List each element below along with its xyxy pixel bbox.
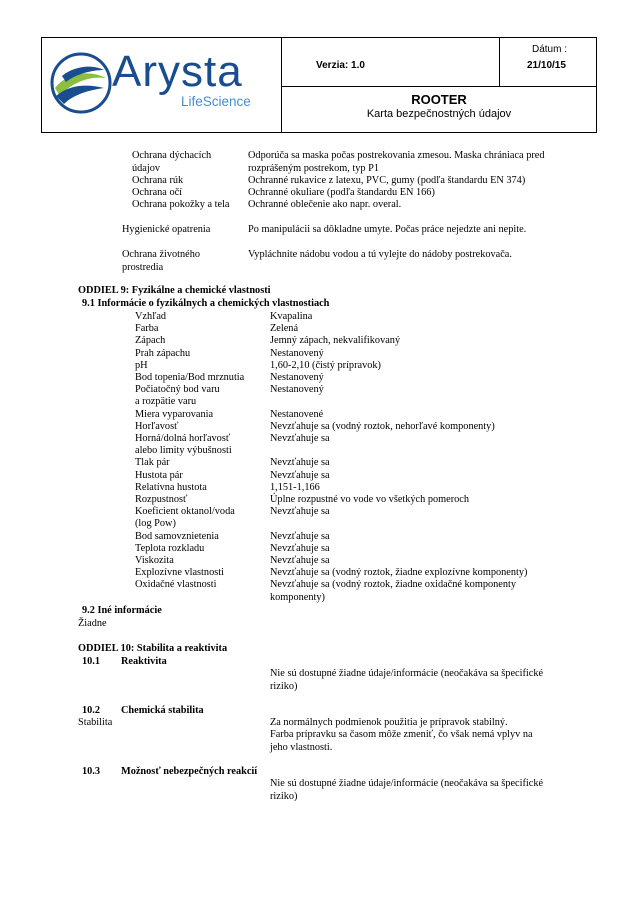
property-value: Nevzťahuje sa [270,506,330,518]
property-value: Nevzťahuje sa (vodný roztok, žiadne explozívne komponenty) [270,567,528,579]
hazardous-reactions-value: riziko) [270,791,298,802]
company-logo [48,44,276,128]
version-label: Verzia: 1.0 [316,60,365,71]
stability-number: 10.2 [82,705,101,716]
protection-label: Ochrana dýchacích [132,150,212,161]
property-value: Nestanovené [270,408,324,420]
property-value: Nevzťahuje sa [270,469,330,481]
property-value: Nevzťahuje sa (vodný roztok, žiadne oxidačné komponenty [270,579,517,591]
property-value: komponenty) [270,591,325,603]
property-label: Horľavosť [135,420,179,432]
property-value: Nevzťahuje sa [270,555,330,566]
property-label: Bod topenia/Bod mrznutia [135,372,245,383]
property-value: Nevzťahuje sa (vodný roztok, nehorľavé komponenty) [270,420,495,432]
arysta-leaf-icon [50,52,112,114]
property-label: alebo limity výbušnosti [135,445,232,457]
hazardous-reactions-value: Nie sú dostupné žiadne údaje/informácie (neočakáva sa špecifické [270,778,544,789]
property-value: Nevzťahuje sa [270,433,330,444]
date-label: Dátum : [532,44,568,55]
property-label: Zápach [135,335,166,347]
hygiene-label: Hygienické opatrenia [122,224,211,235]
stability-value: jeho vlastnosti. [270,742,333,753]
property-label: Hustota pár [135,469,183,481]
property-label: Farba [135,323,159,335]
protection-label: Ochrana očí [132,187,183,198]
hazardous-reactions-number: 10.3 [82,766,101,777]
property-label: Miera vyparovania [135,408,214,420]
property-label: Počiatočný bod varu [135,384,220,396]
logo-subtitle: LifeScience [181,94,251,109]
section9-2-value: Žiadne [78,618,107,629]
section10-title: ODDIEL 10: Stabilita a reaktivita [78,643,228,654]
section9-title: ODDIEL 9: Fyzikálne a chemické vlastnosti [78,285,271,296]
document-header [41,37,597,133]
property-label: Koeficient oktanol/voda [135,506,235,518]
property-label: Horná/dolná horľavosť [135,433,231,444]
section9-subtitle: 9.1 Informácie o fyzikálnych a chemických vlastnostiach [82,298,330,309]
protection-value: Ochranné oblečenie ako napr. overal. [248,199,402,210]
product-name: ROOTER [411,92,467,107]
environment-label: Ochrana životného [122,249,201,260]
protection-value: Odporúča sa maska počas postrekovania zmesou. Maska chrániaca pred [248,150,545,161]
stability-title: Chemická stabilita [121,705,204,716]
logo-name: Arysta [112,47,243,96]
reactivity-number: 10.1 [82,656,101,667]
protection-label: údajov [132,163,161,174]
protection-value: Ochranné rukavice z latexu, PVC, gumy (podľa štandardu EN 374) [248,175,526,186]
property-value: Úplne rozpustné vo vode vo všetkých pomeroch [270,494,470,505]
reactivity-title: Reaktivita [121,656,167,667]
property-value: 1,151-1,166 [270,481,320,493]
environment-label: prostredia [122,262,164,273]
section9-2-title: 9.2 Iné informácie [82,605,162,616]
property-value: Nestanovený [270,384,324,396]
property-label: Vzhľad [135,311,167,322]
property-label: Bod samovznietenia [135,530,219,542]
hygiene-value: Po manipulácii sa dôkladne umyte. Počas práce nejedzte ani nepite. [248,224,527,235]
protection-label: Ochrana pokožky a tela [132,199,230,210]
property-label: Prah zápachu [135,347,191,359]
property-value: Nevzťahuje sa [270,457,330,469]
property-label: Relatívna hustota [135,481,207,493]
property-value: Jemný zápach, nekvalifikovaný [270,335,401,347]
hazardous-reactions-title: Možnosť nebezpečných reakcií [121,766,258,777]
property-label: Explozívne vlastnosti [135,567,224,579]
protection-value: Ochranné okuliare (podľa štandardu EN 166) [248,187,435,198]
property-label: (log Pow) [135,518,176,530]
property-label: Tlak pár [135,457,170,469]
property-value: Nevzťahuje sa [270,542,330,554]
property-value: Nevzťahuje sa [270,530,330,542]
property-value: Nestanovený [270,372,324,383]
property-label: Viskozita [135,555,174,566]
property-value: 1,60-2,10 (čistý prípravok) [270,359,381,371]
stability-value: Farba prípravku sa časom môže zmeniť, čo však nemá vplyv na [270,729,533,740]
property-value: Kvapalina [270,311,313,322]
reactivity-value: riziko) [270,681,298,692]
date-value: 21/10/15 [527,60,566,71]
stability-value: Za normálnych podmienok použitia je prípravok stabilný. [270,717,508,728]
protection-value: rozprášeným postrekom, typ P1 [248,163,379,174]
property-label: Teplota rozkladu [135,542,205,554]
property-label: Rozpustnosť [135,494,188,505]
stability-label: Stabilita [78,717,113,728]
reactivity-value: Nie sú dostupné žiadne údaje/informácie (neočakáva sa špecifické [270,668,544,679]
property-label: Oxidačné vlastnosti [135,579,217,591]
environment-value: Vypláchnite nádobu vodou a tú vylejte do nádoby postrekovača. [248,249,512,260]
protection-label: Ochrana rúk [132,175,184,186]
document-title: Karta bezpečnostných údajov [366,108,512,120]
property-value: Zelená [270,323,299,335]
property-label: pH [135,359,148,371]
property-label: a rozpätie varu [135,396,197,408]
property-value: Nestanovený [270,347,324,359]
